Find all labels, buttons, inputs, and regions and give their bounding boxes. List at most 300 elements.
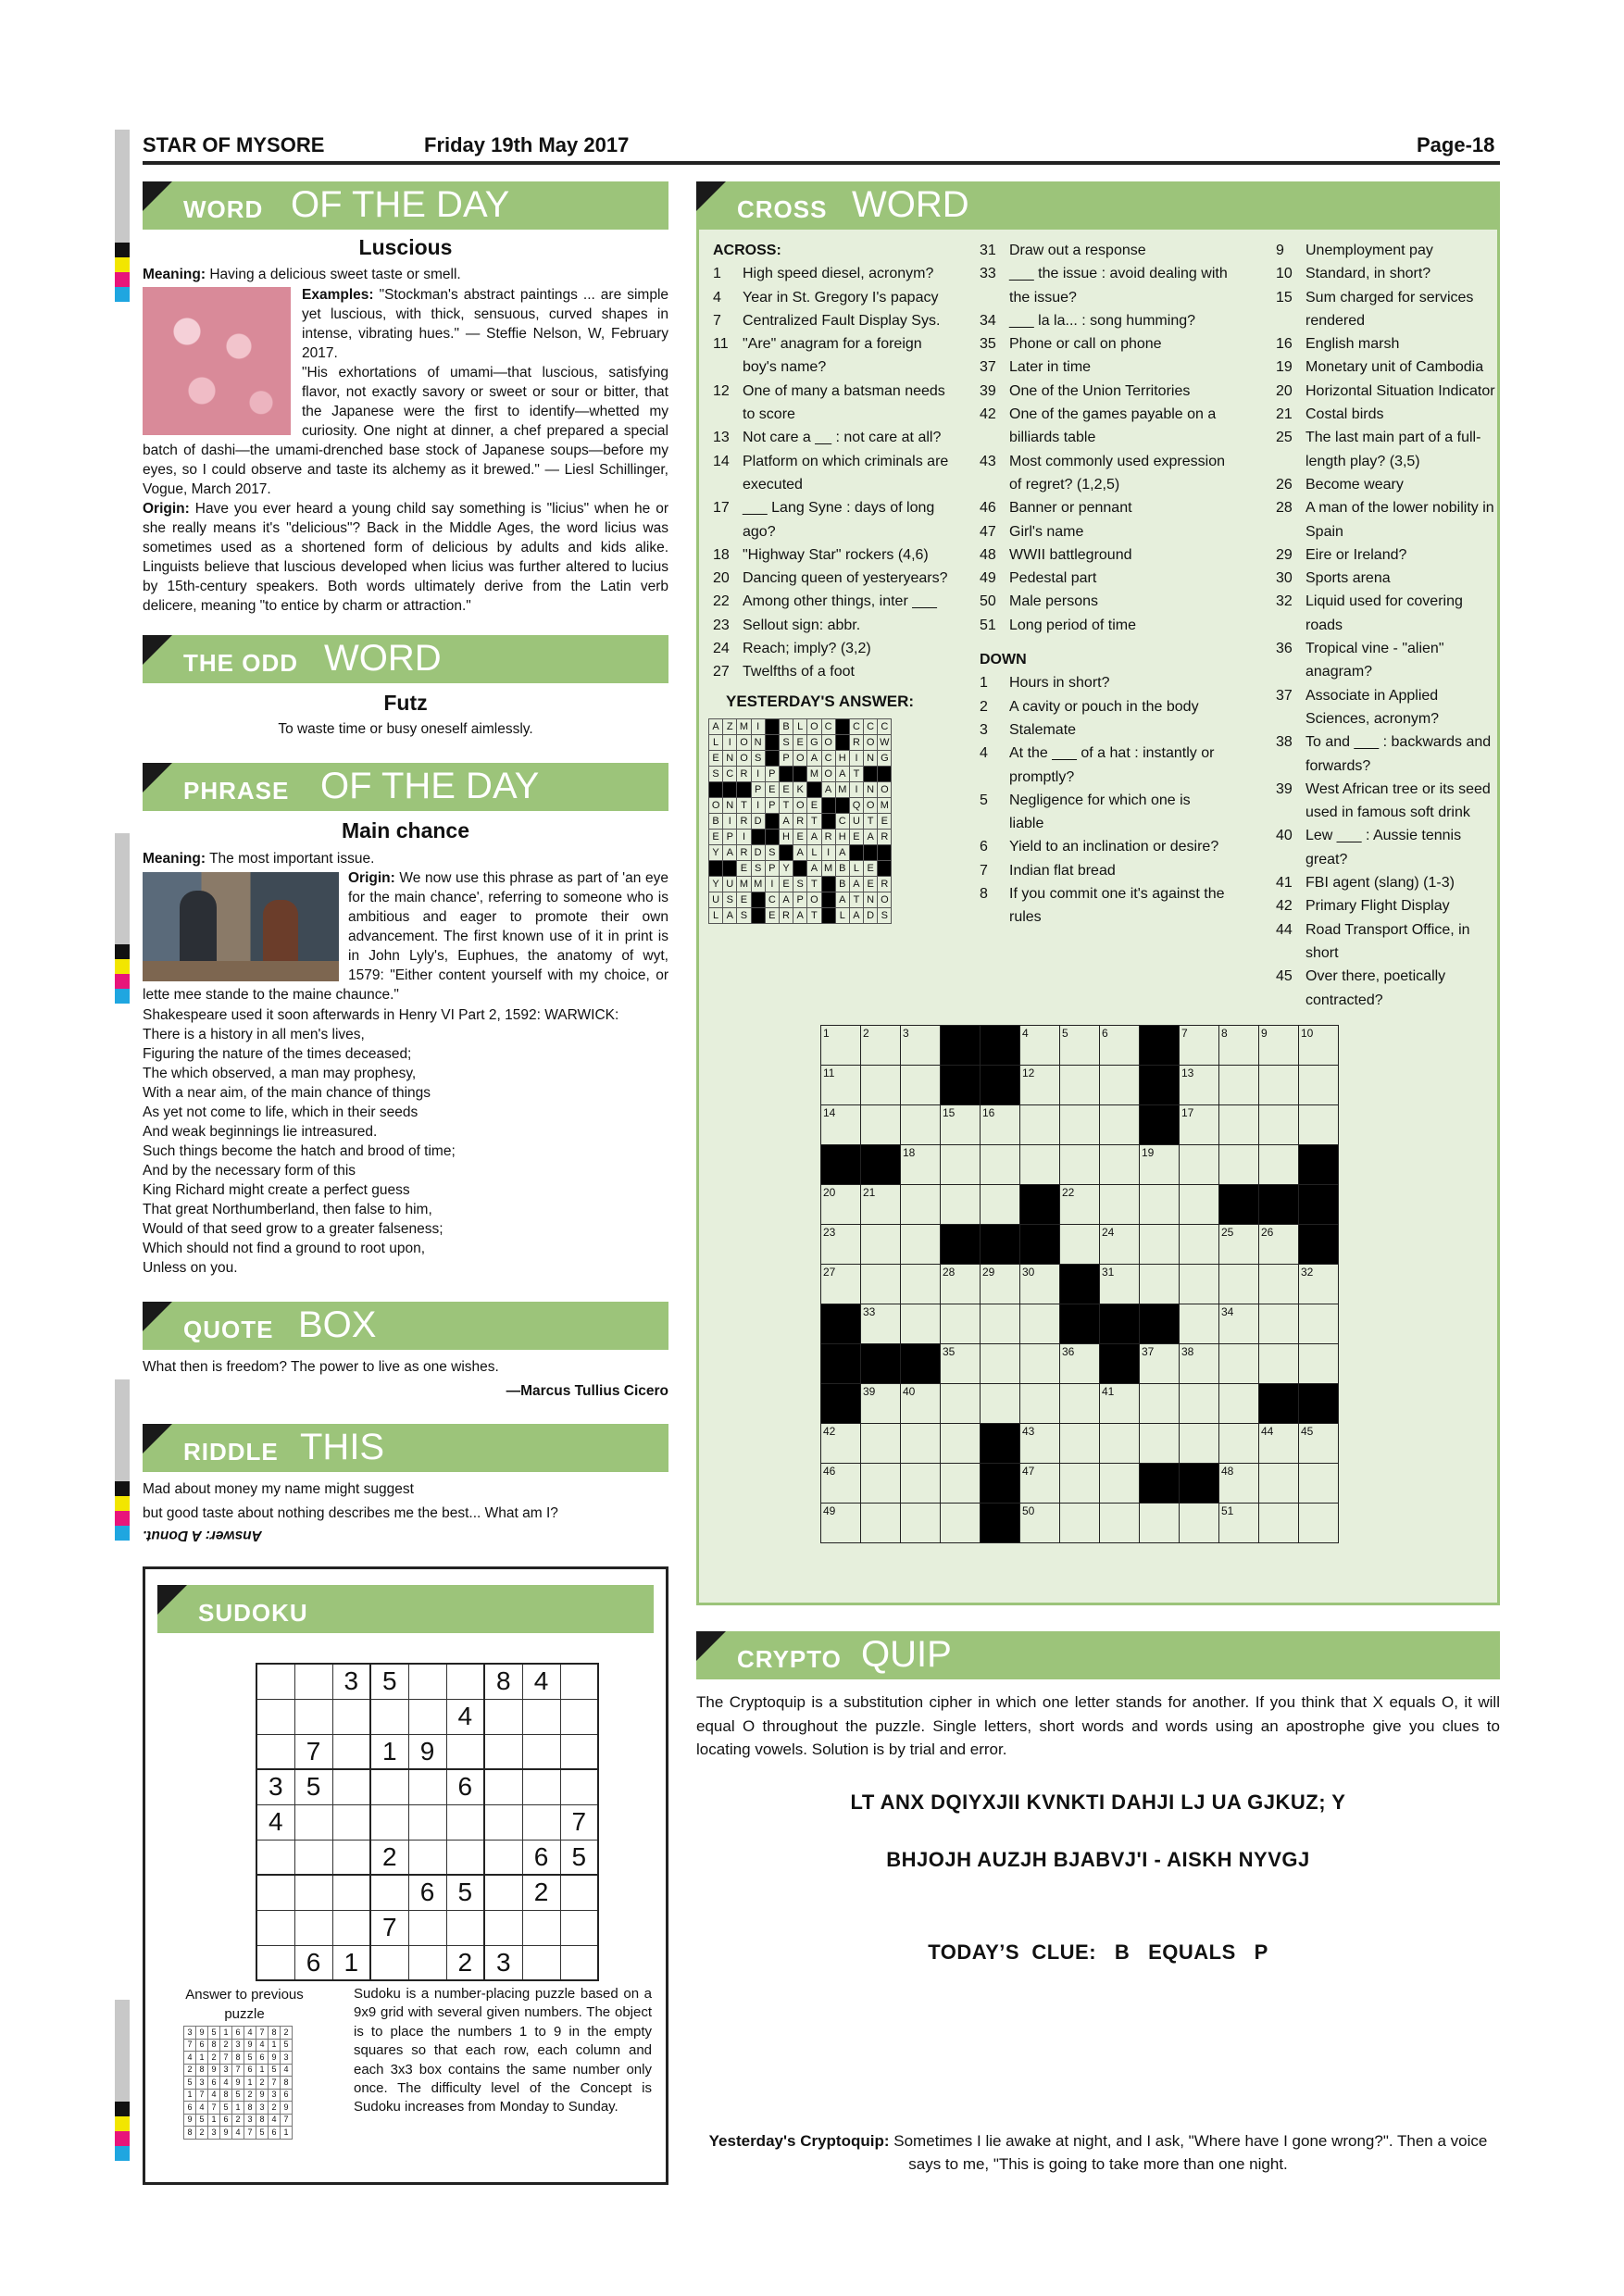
clue — [1276, 380, 1498, 403]
clue-text: Banner or pennant — [1009, 500, 1132, 517]
crossword-cell[interactable]: 23 — [821, 1225, 861, 1265]
crossword-cell[interactable] — [1100, 1185, 1140, 1225]
crossword-cell[interactable] — [1180, 1185, 1219, 1225]
black-square — [821, 908, 835, 924]
black-square — [765, 814, 779, 830]
black-square — [878, 767, 892, 782]
crossword-cell[interactable] — [941, 1185, 981, 1225]
crossword-cell[interactable] — [901, 1304, 941, 1344]
answer-cell: 3 — [244, 2114, 256, 2127]
sudoku-cell[interactable] — [560, 1664, 598, 1699]
sudoku-cell: 5 — [294, 1769, 332, 1804]
clue-number: 20 — [713, 570, 730, 587]
crossword-cell[interactable] — [1259, 1304, 1299, 1344]
crossword-cell[interactable] — [981, 1145, 1020, 1185]
answer-cell: 4 — [220, 2077, 232, 2090]
clue-number: 42 — [1276, 898, 1293, 915]
crossword-cell[interactable] — [1060, 1424, 1100, 1464]
sudoku-cell: 5 — [370, 1664, 408, 1699]
crossword-cell[interactable] — [1140, 1225, 1180, 1265]
sudoku-cell[interactable] — [522, 1804, 560, 1840]
sudoku-cell[interactable] — [294, 1804, 332, 1840]
crossword-cell[interactable]: 38 — [1180, 1344, 1219, 1384]
crossword-cell[interactable] — [1259, 1066, 1299, 1105]
clue-text: Hours in short? — [1009, 675, 1110, 692]
sudoku-cell[interactable] — [560, 1734, 598, 1769]
sudoku-cell[interactable] — [484, 1734, 522, 1769]
crossword-cell[interactable] — [1060, 1504, 1100, 1543]
yesterday-cryptoquip-label: Yesterday's Cryptoquip: — [708, 2132, 890, 2150]
crossword-cell[interactable]: 24 — [1100, 1225, 1140, 1265]
sudoku-cell[interactable] — [294, 1875, 332, 1910]
crossword-cell[interactable] — [861, 1464, 901, 1504]
crossword-cell[interactable] — [941, 1384, 981, 1424]
crossword-cell[interactable]: 8 — [1219, 1026, 1259, 1066]
crossword-cell[interactable]: 51 — [1219, 1504, 1259, 1543]
sudoku-cell[interactable] — [332, 1769, 370, 1804]
crossword-cell[interactable]: 10 — [1299, 1026, 1339, 1066]
black-square — [751, 830, 765, 845]
banner-small: CROSS — [737, 195, 828, 223]
crossword-cell[interactable] — [901, 1504, 941, 1543]
answer-cell: A — [849, 908, 863, 924]
clue — [713, 332, 954, 380]
crossword-cell[interactable] — [1140, 1424, 1180, 1464]
crossword-cell[interactable]: 39 — [861, 1384, 901, 1424]
black-square — [765, 751, 779, 767]
crossword-cell[interactable] — [901, 1464, 941, 1504]
sudoku-cell[interactable] — [522, 1734, 560, 1769]
crossword-cell[interactable]: 44 — [1259, 1424, 1299, 1464]
answer-cell: 7 — [196, 2089, 208, 2102]
crossword-cell[interactable]: 29 — [981, 1265, 1020, 1304]
crossword-cell[interactable]: 18 — [901, 1145, 941, 1185]
answer-cell: 7 — [220, 2052, 232, 2065]
crossword-cell[interactable] — [1060, 1145, 1100, 1185]
banner-corner — [143, 763, 172, 792]
registration-cyan — [115, 1526, 130, 1541]
crossword-cell[interactable]: 22 — [1060, 1185, 1100, 1225]
crossword-cell[interactable] — [901, 1066, 941, 1105]
clue — [713, 426, 954, 449]
crossword-cell[interactable] — [981, 1304, 1020, 1344]
crossword-cell[interactable] — [861, 1265, 901, 1304]
crossword-cell[interactable]: 13 — [1180, 1066, 1219, 1105]
origin-text: Have you ever heard a young child say something is "licius" when he or she really means it's "delicious"? Back in the Middle Ages, the word licius was sometimes used as a shortened form of delicious by adults and kids alike. Linguists believe that luscious developed when licius was further altered to lucius by 15th-century speakers. Both words ultimately derive from the Latin verb delicere, meaning "to entice by charm or attraction." — [143, 501, 668, 614]
crossword-cell[interactable] — [861, 1105, 901, 1145]
answer-cell: 5 — [220, 2102, 232, 2115]
crossword-cell[interactable] — [901, 1105, 941, 1145]
crossword-cell[interactable]: 28 — [941, 1265, 981, 1304]
crossword-cell[interactable]: 46 — [821, 1464, 861, 1504]
sudoku-cell[interactable] — [522, 1699, 560, 1734]
crossword-cell[interactable]: 17 — [1180, 1105, 1219, 1145]
sudoku-cell[interactable] — [522, 1769, 560, 1804]
crossword-cell[interactable]: 41 — [1100, 1384, 1140, 1424]
sudoku-cell[interactable] — [446, 1664, 484, 1699]
crossword-cell[interactable]: 31 — [1100, 1265, 1140, 1304]
answer-cell: 6 — [196, 2039, 208, 2052]
black-square — [1140, 1066, 1180, 1105]
banner-small: WORD — [183, 195, 264, 223]
sudoku-cell[interactable] — [446, 1734, 484, 1769]
sudoku-cell[interactable] — [484, 1840, 522, 1875]
answer-cell: O — [878, 892, 892, 908]
clue-text: ___ Lang Syne : days of long ago? — [743, 500, 935, 540]
answer-cell: E — [779, 782, 793, 798]
riddle-answer-text: Answer: A Donut. — [143, 1528, 262, 1543]
clue-text: Indian flat bread — [1009, 862, 1116, 879]
crossword-cell[interactable]: 12 — [1020, 1066, 1060, 1105]
crossword-cell[interactable]: 48 — [1219, 1464, 1259, 1504]
answer-cell: A — [849, 877, 863, 892]
registration-magenta — [115, 272, 130, 287]
clue-number: 33 — [980, 266, 996, 282]
sudoku-cell[interactable] — [256, 1910, 294, 1945]
crossword-cell[interactable] — [1299, 1105, 1339, 1145]
crossword-cell[interactable]: 14 — [821, 1105, 861, 1145]
crossword-cell[interactable] — [1299, 1504, 1339, 1543]
crossword-cell[interactable] — [861, 1504, 901, 1543]
crossword-cell[interactable]: 33 — [861, 1304, 901, 1344]
crossword-cell[interactable] — [1100, 1066, 1140, 1105]
crossword-cell[interactable]: 32 — [1299, 1265, 1339, 1304]
sudoku-cell[interactable] — [484, 1910, 522, 1945]
answer-cell: C — [821, 719, 835, 735]
clue-number: 26 — [1276, 476, 1293, 493]
across-clues-1 — [713, 239, 954, 684]
sudoku-cell[interactable] — [408, 1699, 446, 1734]
answer-cell: B — [779, 719, 793, 735]
crossword-cell[interactable] — [1060, 1384, 1100, 1424]
black-square — [1140, 1105, 1180, 1145]
crossword-cell[interactable] — [1020, 1304, 1060, 1344]
crossword-cell[interactable]: 16 — [981, 1105, 1020, 1145]
clue-number: 40 — [1276, 828, 1293, 844]
meaning-label: Meaning: — [143, 851, 206, 867]
crossword-cell[interactable] — [1180, 1504, 1219, 1543]
sudoku-cell[interactable] — [256, 1945, 294, 1980]
crossword-cell[interactable] — [1180, 1225, 1219, 1265]
crossword-cell[interactable]: 4 — [1020, 1026, 1060, 1066]
crossword-cell[interactable] — [1299, 1344, 1339, 1384]
crossword-cell[interactable]: 42 — [821, 1424, 861, 1464]
sudoku-cell: 2 — [446, 1945, 484, 1980]
crossword-cell[interactable]: 26 — [1259, 1225, 1299, 1265]
sudoku-cell[interactable] — [560, 1699, 598, 1734]
crossword-cell[interactable] — [1219, 1145, 1259, 1185]
crossword-cell[interactable] — [1140, 1504, 1180, 1543]
crossword-cell[interactable] — [1060, 1225, 1100, 1265]
banner-small: CRYPTO — [737, 1645, 842, 1673]
crossword-cell[interactable]: 15 — [941, 1105, 981, 1145]
crossword-cell[interactable]: 11 — [821, 1066, 861, 1105]
crossword-cell[interactable] — [1219, 1265, 1259, 1304]
crossword-cell[interactable] — [1060, 1105, 1100, 1145]
crossword-cell[interactable] — [901, 1265, 941, 1304]
sudoku-cell[interactable] — [256, 1664, 294, 1699]
sudoku-cell[interactable] — [370, 1804, 408, 1840]
crossword-cell[interactable] — [1259, 1105, 1299, 1145]
answer-cell: U — [723, 877, 737, 892]
clue — [1276, 332, 1498, 356]
answer-cell: 7 — [232, 2064, 244, 2077]
answer-cell: P — [765, 798, 779, 814]
odd-word-banner — [143, 635, 668, 683]
answer-cell: N — [723, 798, 737, 814]
black-square — [821, 814, 835, 830]
black-square — [1140, 1464, 1180, 1504]
verse-line: Which should not find a ground to root upon, — [143, 1241, 426, 1256]
crossword-cell[interactable]: 1 — [821, 1026, 861, 1066]
sudoku-cell[interactable] — [332, 1734, 370, 1769]
answer-cell: E — [864, 877, 878, 892]
banner-small: QUOTE — [183, 1316, 274, 1343]
sudoku-cell[interactable] — [408, 1769, 446, 1804]
answer-cell: H — [835, 830, 849, 845]
sudoku-cell[interactable] — [484, 1875, 522, 1910]
crossword-cell[interactable] — [1180, 1304, 1219, 1344]
sudoku-cell[interactable] — [408, 1664, 446, 1699]
answer-cell: T — [807, 814, 821, 830]
crossword-cell[interactable]: 37 — [1140, 1344, 1180, 1384]
clue-text: One of the games payable on a billiards table — [1009, 406, 1217, 446]
crossword-cell[interactable] — [1259, 1145, 1299, 1185]
crossword-cell[interactable] — [1180, 1265, 1219, 1304]
registration-magenta — [115, 2131, 130, 2146]
answer-cell: E — [793, 735, 807, 751]
answer-cell: G — [878, 751, 892, 767]
clue — [1276, 239, 1498, 262]
crossword-cell[interactable]: 7 — [1180, 1026, 1219, 1066]
crossword-cell[interactable] — [1299, 1066, 1339, 1105]
sudoku-cell[interactable] — [294, 1840, 332, 1875]
answer-cell: 7 — [208, 2102, 220, 2115]
sudoku-cell[interactable] — [446, 1840, 484, 1875]
crossword-cell[interactable] — [901, 1225, 941, 1265]
crossword-cell[interactable]: 2 — [861, 1026, 901, 1066]
crossword-cell[interactable] — [861, 1424, 901, 1464]
sudoku-cell: 5 — [446, 1875, 484, 1910]
sudoku-cell[interactable] — [370, 1699, 408, 1734]
crossword-cell[interactable] — [1140, 1185, 1180, 1225]
sudoku-cell[interactable] — [484, 1699, 522, 1734]
clue-number: 12 — [713, 382, 730, 399]
crossword-cell[interactable]: 9 — [1259, 1026, 1299, 1066]
sudoku-cell[interactable] — [256, 1875, 294, 1910]
answer-cell: 2 — [244, 2089, 256, 2102]
black-square — [861, 1344, 901, 1384]
sudoku-cell[interactable] — [446, 1804, 484, 1840]
crossword-cell[interactable] — [1100, 1145, 1140, 1185]
answer-cell: 5 — [208, 2027, 220, 2040]
clue — [980, 882, 1228, 930]
answer-cell: 8 — [220, 2089, 232, 2102]
crossword-cell[interactable] — [861, 1225, 901, 1265]
banner-big: QUIP — [861, 1634, 952, 1675]
crossword-cell[interactable] — [941, 1464, 981, 1504]
sudoku-cell[interactable] — [294, 1910, 332, 1945]
clue-text: Pedestal part — [1009, 570, 1097, 587]
crossword-cell[interactable] — [1180, 1384, 1219, 1424]
crossword-cell[interactable] — [1180, 1145, 1219, 1185]
sudoku-cell[interactable] — [332, 1840, 370, 1875]
crossword-cell[interactable] — [1100, 1504, 1140, 1543]
black-square — [821, 892, 835, 908]
sudoku-cell[interactable] — [408, 1910, 446, 1945]
crossword-cell[interactable] — [1020, 1384, 1060, 1424]
sudoku-cell[interactable] — [332, 1875, 370, 1910]
crossword-cell[interactable] — [981, 1344, 1020, 1384]
clue — [980, 380, 1228, 403]
crossword-cell[interactable]: 27 — [821, 1265, 861, 1304]
answer-cell: 2 — [196, 2127, 208, 2140]
crossword-cell[interactable] — [1100, 1105, 1140, 1145]
black-square — [807, 782, 821, 798]
crossword-cell[interactable] — [1259, 1265, 1299, 1304]
sudoku-cell[interactable] — [370, 1945, 408, 1980]
banner-corner — [143, 1302, 172, 1331]
sudoku-cell[interactable] — [522, 1910, 560, 1945]
crossword-cell[interactable] — [1259, 1344, 1299, 1384]
sudoku-cell[interactable] — [484, 1769, 522, 1804]
crossword-cell[interactable] — [1020, 1344, 1060, 1384]
crossword-cell[interactable] — [1259, 1504, 1299, 1543]
crossword-cell[interactable]: 5 — [1060, 1026, 1100, 1066]
crossword-cell[interactable] — [1219, 1105, 1259, 1145]
crossword-cell[interactable]: 3 — [901, 1026, 941, 1066]
sudoku-cell[interactable] — [294, 1664, 332, 1699]
crossword-cell[interactable] — [1020, 1105, 1060, 1145]
answer-cell: 3 — [281, 2052, 293, 2065]
crossword-cell[interactable]: 43 — [1020, 1424, 1060, 1464]
crossword-cell[interactable] — [901, 1424, 941, 1464]
crossword-cell[interactable] — [981, 1185, 1020, 1225]
answer-cell: R — [737, 767, 751, 782]
crossword-cell[interactable] — [1060, 1066, 1100, 1105]
crossword-cell[interactable] — [1100, 1464, 1140, 1504]
crossword-cell[interactable]: 47 — [1020, 1464, 1060, 1504]
crossword-cell[interactable] — [1299, 1464, 1339, 1504]
answer-cell: C — [723, 767, 737, 782]
sudoku-cell[interactable] — [446, 1910, 484, 1945]
answer-cell: 5 — [256, 2127, 269, 2140]
clue-number: 44 — [1276, 921, 1293, 938]
crossword-cell[interactable]: 50 — [1020, 1504, 1060, 1543]
sudoku-cell[interactable] — [408, 1804, 446, 1840]
crossword-cell[interactable] — [1219, 1424, 1259, 1464]
sudoku-cell[interactable] — [370, 1769, 408, 1804]
sudoku-cell[interactable] — [522, 1945, 560, 1980]
quote-text: "His exhortations of umami—that luscious, satisfying flavor, not exactly savory or sweet or sour or bitter, that the Japanese were the first to identify—whetted my curiosity. One night at dinner, a chef prepared a special batch of dashi—the umami-drenched base stock of Japanese soups—before my eyes, so I could observe and taste its alchemy as it brewed." — Liesl Schillinger, Vogue, March 2017. — [143, 365, 668, 497]
crossword-cell[interactable] — [901, 1185, 941, 1225]
crossword-cell[interactable]: 6 — [1100, 1026, 1140, 1066]
registration-magenta — [115, 974, 130, 989]
crossword-cell[interactable] — [981, 1384, 1020, 1424]
black-square — [1100, 1304, 1140, 1344]
answer-cell: P — [793, 892, 807, 908]
crossword-cell[interactable]: 40 — [901, 1384, 941, 1424]
clue-text: Yield to an inclination or desire? — [1009, 839, 1219, 855]
sudoku-cell[interactable] — [256, 1699, 294, 1734]
sudoku-cell[interactable] — [408, 1840, 446, 1875]
registration-cyan — [115, 2146, 130, 2161]
sudoku-cell[interactable] — [332, 1910, 370, 1945]
sudoku-cell[interactable] — [560, 1769, 598, 1804]
crossword-cell[interactable]: 20 — [821, 1185, 861, 1225]
sudoku-cell[interactable] — [256, 1840, 294, 1875]
sudoku-cell[interactable] — [256, 1734, 294, 1769]
answer-cell: P — [765, 861, 779, 877]
crossword-cell[interactable]: 19 — [1140, 1145, 1180, 1185]
black-square — [878, 845, 892, 861]
crossword-cell[interactable] — [1219, 1384, 1259, 1424]
crossword-cell[interactable]: 35 — [941, 1344, 981, 1384]
answer-cell: O — [737, 751, 751, 767]
sudoku-cell[interactable] — [294, 1699, 332, 1734]
clue-number: 41 — [1276, 875, 1293, 892]
crossword-cell[interactable] — [1060, 1464, 1100, 1504]
answer-cell: O — [821, 735, 835, 751]
crossword-cell[interactable] — [861, 1066, 901, 1105]
answer-cell: 2 — [184, 2064, 196, 2077]
clue-number: 8 — [980, 886, 988, 903]
crossword-cell[interactable] — [941, 1504, 981, 1543]
crossword-cell[interactable]: 36 — [1060, 1344, 1100, 1384]
crossword-cell[interactable] — [1219, 1344, 1259, 1384]
sudoku-cell[interactable] — [332, 1699, 370, 1734]
answer-cell: N — [723, 751, 737, 767]
sudoku-cell[interactable] — [332, 1804, 370, 1840]
answer-cell: 5 — [184, 2077, 196, 2090]
crossword-cell[interactable] — [941, 1424, 981, 1464]
crossword-cell[interactable] — [1180, 1424, 1219, 1464]
crossword-cell[interactable] — [1299, 1304, 1339, 1344]
examples-label: Examples: — [302, 287, 374, 303]
black-square — [861, 1145, 901, 1185]
answer-cell: S — [751, 861, 765, 877]
crossword-cell[interactable]: 34 — [1219, 1304, 1259, 1344]
answer-cell: 1 — [196, 2052, 208, 2065]
answer-cell: A — [807, 861, 821, 877]
crossword-cell[interactable] — [1259, 1464, 1299, 1504]
crossword-cell[interactable] — [1140, 1265, 1180, 1304]
sudoku-cell[interactable] — [484, 1804, 522, 1840]
crossword-cell[interactable]: 45 — [1299, 1424, 1339, 1464]
crossword-cell[interactable]: 25 — [1219, 1225, 1259, 1265]
answer-cell: O — [793, 751, 807, 767]
sudoku-cell[interactable] — [560, 1910, 598, 1945]
crossword-cell[interactable] — [1219, 1066, 1259, 1105]
crossword-cell[interactable] — [941, 1304, 981, 1344]
crossword-cell[interactable] — [941, 1145, 981, 1185]
yesterday-cryptoquip-text: Sometimes I lie awake at night, and I ask, "Where have I gone wrong?". Then a voice says to me, "This is going to take more than one night. — [893, 2132, 1488, 2173]
sudoku-cell[interactable] — [560, 1875, 598, 1910]
answer-cell: S — [751, 751, 765, 767]
answer-cell: G — [807, 735, 821, 751]
crossword-cell[interactable]: 49 — [821, 1504, 861, 1543]
crossword-cell[interactable] — [1100, 1424, 1140, 1464]
answer-cell: 8 — [184, 2127, 196, 2140]
crossword-cell[interactable]: 30 — [1020, 1265, 1060, 1304]
sudoku-cell[interactable] — [560, 1945, 598, 1980]
crossword-cell[interactable] — [1140, 1384, 1180, 1424]
sudoku-cell: 9 — [408, 1734, 446, 1769]
sudoku-cell[interactable] — [370, 1875, 408, 1910]
crossword-cell[interactable] — [1020, 1145, 1060, 1185]
crossword-cell[interactable]: 21 — [861, 1185, 901, 1225]
sudoku-cell[interactable] — [408, 1945, 446, 1980]
